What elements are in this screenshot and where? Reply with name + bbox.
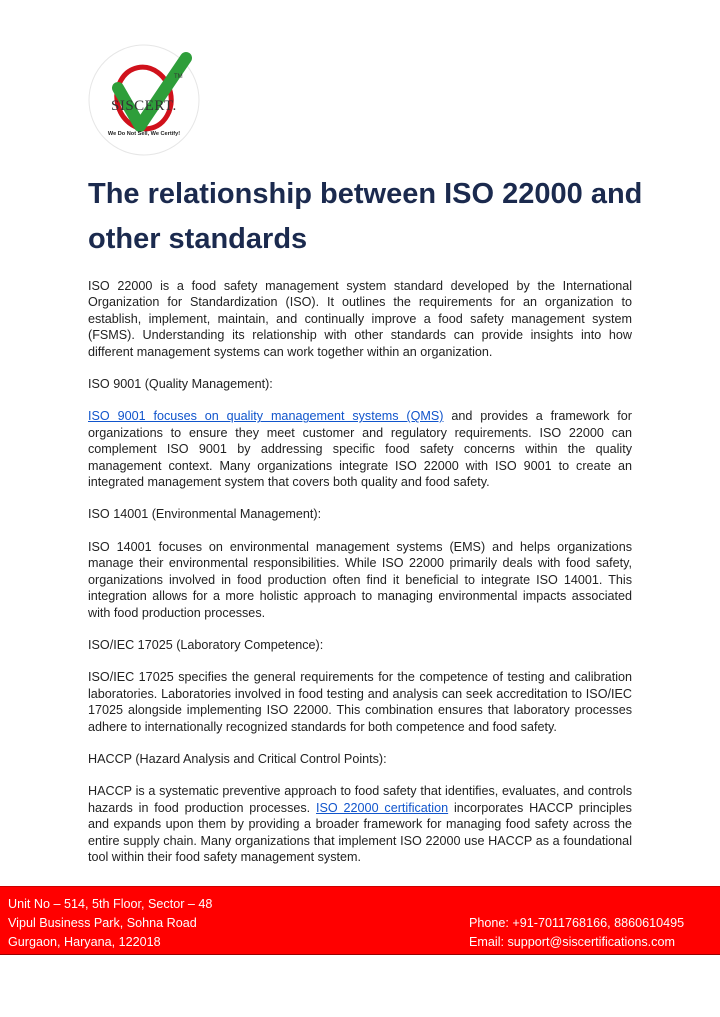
address-line-3: Gurgaon, Haryana, 122018 [8, 935, 161, 949]
haccp-paragraph [88, 783, 632, 865]
iso22000-certification-link[interactable]: ISO 22000 certification [316, 800, 449, 815]
iso9001-heading: ISO 9001 (Quality Management): [88, 377, 273, 392]
iso9001-paragraph-text: and provides a framework for organizations to ensure they meet customer and regulatory requirements. ISO 22000 can complement ISO 9001 by addressing specific food safety concerns within the quality management context. Many organizations integrate ISO 22000 with ISO 9001 to create an integrated management system that covers both quality and food safety. [88, 409, 633, 490]
logo-brand-text: SISCERT. [111, 98, 177, 114]
footer-phone[interactable]: Phone: +91-7011768166, 8860610495 [469, 916, 685, 930]
iso9001-qms-link[interactable]: ISO 9001 focuses on quality management systems (QMS) [88, 409, 444, 424]
footer-address [8, 895, 212, 952]
logo-tagline: We Do Not Sell, We Certify! [107, 131, 181, 137]
address-line-2: Vipul Business Park, Sohna Road [8, 916, 197, 930]
haccp-text-before: HACCP is a systematic preventive approach to food safety that identifies, evaluates, and controls hazards in food production processes. [88, 784, 632, 815]
address-line-1: Unit No – 514, 5th Floor, Sector – 48 [8, 897, 213, 911]
footer-contact [469, 914, 684, 952]
iso9001-paragraph [88, 408, 632, 490]
logo-trademark: TM [174, 74, 183, 80]
iso17025-heading: ISO/IEC 17025 (Laboratory Competence): [88, 637, 324, 652]
iso17025-paragraph: ISO/IEC 17025 specifies the general requirements for the competence of testing and calibration laboratories. Laboratories involved in food testing and analysis can seek accreditation to ISO/IEC 17025 alongside implementing ISO 22000. This combination ensures that laboratory processes adhere to internationally recognized standards for both competence and food safety. [88, 670, 632, 734]
company-logo [88, 44, 200, 156]
haccp-text-after: incorporates HACCP principles and expands upon them by providing a broader framework for managing food safety across the entire supply chain. Many organizations that implement ISO 22000 use HACCP as a foundational tool within their food safety management system. [88, 800, 632, 864]
iso14001-heading: ISO 14001 (Environmental Management): [88, 507, 322, 522]
article-body [88, 278, 632, 865]
iso14001-paragraph: ISO 14001 focuses on environmental management systems (EMS) and helps organizations manage their environmental responsibilities. While ISO 22000 primarily deals with food safety, organizations involved in food production often find it beneficial to integrate ISO 14001. This integration allows for a more holistic approach to managing environmental impacts associated with food production processes. [88, 539, 632, 620]
contact-footer [0, 886, 720, 955]
page-title: The relationship between ISO 22000 and other standards [88, 178, 643, 255]
intro-paragraph: ISO 22000 is a food safety management system standard developed by the International Organization for Standardization (ISO). It outlines the requirements for an organization to establish, implement, maintain, and continually improve a food safety management system (FSMS). Understanding its relationship with other standards can provide insights into how different management systems can work together within an organization. [88, 279, 632, 359]
footer-email[interactable]: Email: support@siscertifications.com [469, 935, 675, 949]
haccp-heading: HACCP (Hazard Analysis and Critical Control Points): [88, 751, 387, 766]
